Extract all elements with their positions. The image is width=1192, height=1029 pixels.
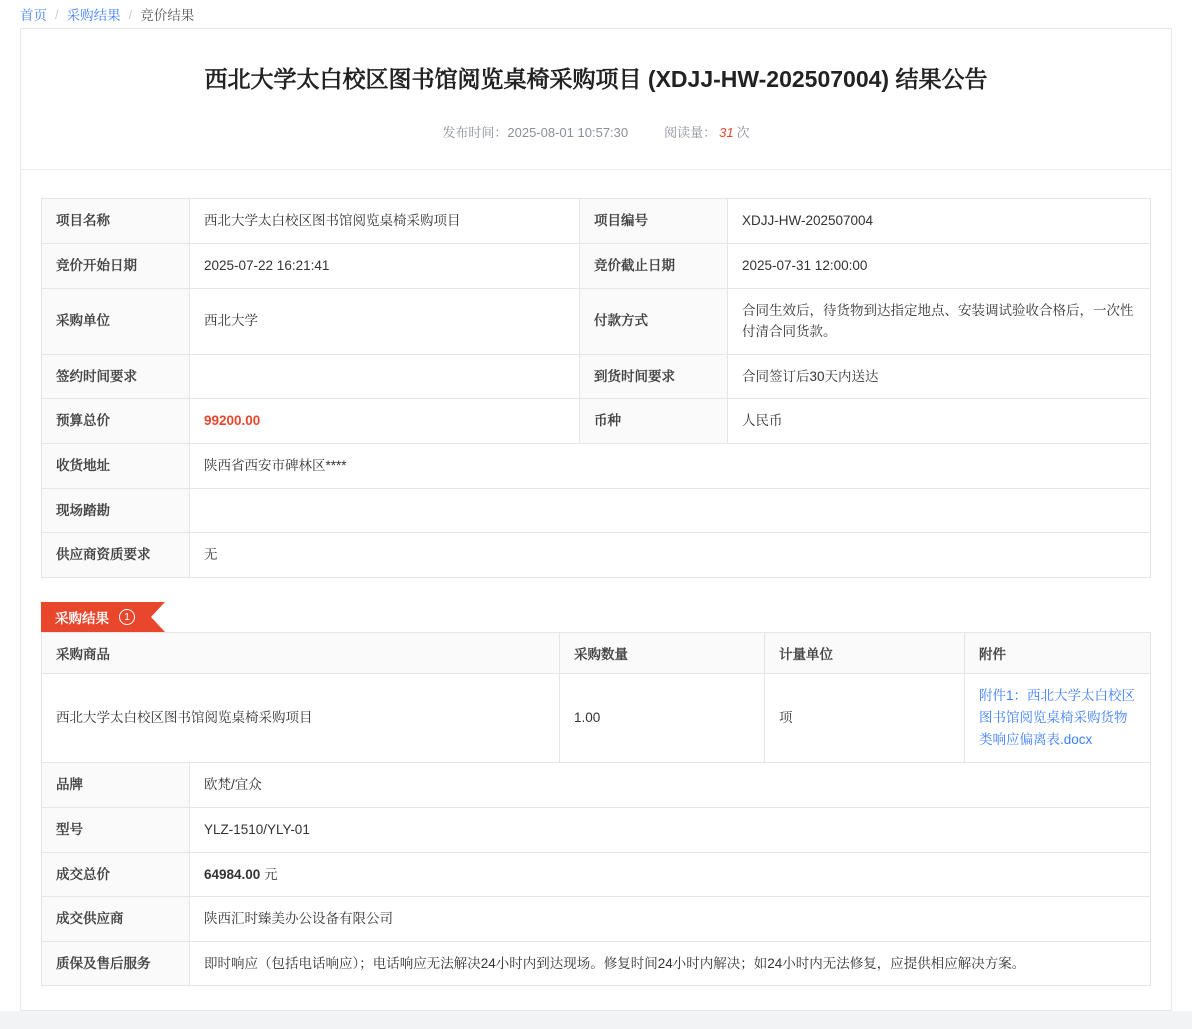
result-value-final-price-cell [190, 852, 1151, 897]
breadcrumb-item-bidding-results: 竞价结果 [140, 8, 195, 23]
table-row [42, 852, 1151, 897]
table-row [42, 941, 1151, 986]
publish-time-value: 2025-08-01 10:57:30 [507, 125, 629, 141]
result-section-ribbon [41, 602, 151, 632]
title-block [21, 29, 1171, 170]
info-value-bid-start-date: 2025-07-22 16:21:41 [190, 243, 580, 288]
table-row [42, 808, 1151, 853]
result-section-label: 采购结果 [55, 610, 109, 626]
col-header-quantity: 采购数量 [560, 632, 765, 673]
table-row [42, 443, 1151, 488]
table-row [42, 763, 1151, 808]
table-row [42, 488, 1151, 533]
info-value-project-code: XDJJ-HW-202507004 [728, 199, 1151, 244]
breadcrumb [0, 0, 1192, 28]
views-count: 31 [719, 125, 734, 141]
table-row [42, 399, 1151, 444]
info-value-purchaser: 西北大学 [190, 288, 580, 354]
info-value-supplier-qualification: 无 [190, 533, 1151, 578]
result-value-final-price: 64984.00 [204, 866, 261, 882]
result-key-supplier: 成交供应商 [42, 897, 190, 942]
table-row [42, 897, 1151, 942]
info-key-delivery-address: 收货地址 [42, 443, 190, 488]
info-key-project-name: 项目名称 [42, 199, 190, 244]
info-key-delivery-time: 到货时间要求 [580, 354, 728, 399]
result-value-warranty: 即时响应（包括电话响应）；电话响应无法解决24小时内到达现场。修复时间24小时内解决；如24小时内无法修复，应提供相应解决方案。 [190, 941, 1151, 986]
breadcrumb-separator: / [55, 6, 59, 22]
info-key-budget-total: 预算总价 [42, 399, 190, 444]
result-table-wrap [21, 632, 1171, 1011]
info-key-supplier-qualification: 供应商资质要求 [42, 533, 190, 578]
table-row [42, 199, 1151, 244]
result-key-brand: 品牌 [42, 763, 190, 808]
table-row [42, 533, 1151, 578]
goods-unit: 项 [765, 673, 965, 763]
meta-row [81, 122, 1111, 147]
info-key-bid-start-date: 竞价开始日期 [42, 243, 190, 288]
goods-quantity: 1.00 [560, 673, 765, 763]
views-label: 阅读量： [664, 125, 717, 141]
breadcrumb-item-home[interactable]: 首页 [20, 8, 47, 23]
breadcrumb-separator: / [128, 6, 133, 22]
info-key-payment-method: 付款方式 [580, 288, 728, 354]
info-value-delivery-address: 陕西省西安市碑林区**** [190, 443, 1151, 488]
table-row [42, 354, 1151, 399]
info-value-signing-time [190, 354, 580, 399]
result-value-supplier: 陕西汇时臻美办公设备有限公司 [190, 897, 1151, 942]
attachment-link[interactable]: 附件1：西北大学太白校区图书馆阅览桌椅采购货物类响应偏离表.docx [979, 687, 1136, 748]
info-key-site-survey: 现场踏勘 [42, 488, 190, 533]
publish-time-group [442, 122, 628, 141]
views-unit: 次 [736, 125, 750, 141]
info-value-project-name: 西北大学太白校区图书馆阅览桌椅采购项目 [190, 199, 580, 244]
goods-name: 西北大学太白校区图书馆阅览桌椅采购项目 [42, 673, 560, 763]
result-table [41, 632, 1151, 987]
breadcrumb-item-procurement-results[interactable]: 采购结果 [66, 8, 121, 23]
result-value-model: YLZ-1510/YLY-01 [190, 808, 1151, 853]
goods-attachment-cell [965, 673, 1151, 763]
info-key-project-code: 项目编号 [580, 199, 728, 244]
announcement-card [20, 28, 1172, 1011]
result-key-final-price: 成交总价 [42, 852, 190, 897]
info-key-bid-end-date: 竞价截止日期 [580, 243, 728, 288]
table-header-row [42, 632, 1151, 673]
info-key-signing-time: 签约时间要求 [42, 354, 190, 399]
col-header-goods: 采购商品 [42, 632, 560, 673]
result-key-warranty: 质保及售后服务 [42, 941, 190, 986]
col-header-attachment: 附件 [965, 632, 1151, 673]
table-row [42, 288, 1151, 354]
project-info-table-wrap [21, 170, 1171, 577]
table-row [42, 673, 1151, 763]
info-value-payment-method: 合同生效后，待货物到达指定地点、安装调试验收合格后，一次性付清合同货款。 [728, 288, 1151, 354]
result-value-brand: 欧梵/宜众 [190, 763, 1151, 808]
info-key-currency: 币种 [580, 399, 728, 444]
col-header-unit: 计量单位 [765, 632, 965, 673]
result-section-header [41, 602, 1151, 632]
info-value-budget-total: 99200.00 [190, 399, 580, 444]
table-row [42, 243, 1151, 288]
result-key-model: 型号 [42, 808, 190, 853]
publish-time-label: 发布时间： [442, 125, 508, 141]
result-count-badge: 1 [119, 609, 135, 625]
result-value-final-price-unit: 元 [260, 866, 278, 882]
info-value-site-survey [190, 488, 1151, 533]
info-value-delivery-time: 合同签订后30天内送达 [728, 354, 1151, 399]
views-group [664, 122, 750, 141]
info-key-purchaser: 采购单位 [42, 288, 190, 354]
page-title: 西北大学太白校区图书馆阅览桌椅采购项目 (XDJJ-HW-202507004) 结果公告 [204, 66, 988, 92]
info-value-bid-end-date: 2025-07-31 12:00:00 [728, 243, 1151, 288]
project-info-table [41, 198, 1151, 577]
info-value-currency: 人民币 [728, 399, 1151, 444]
